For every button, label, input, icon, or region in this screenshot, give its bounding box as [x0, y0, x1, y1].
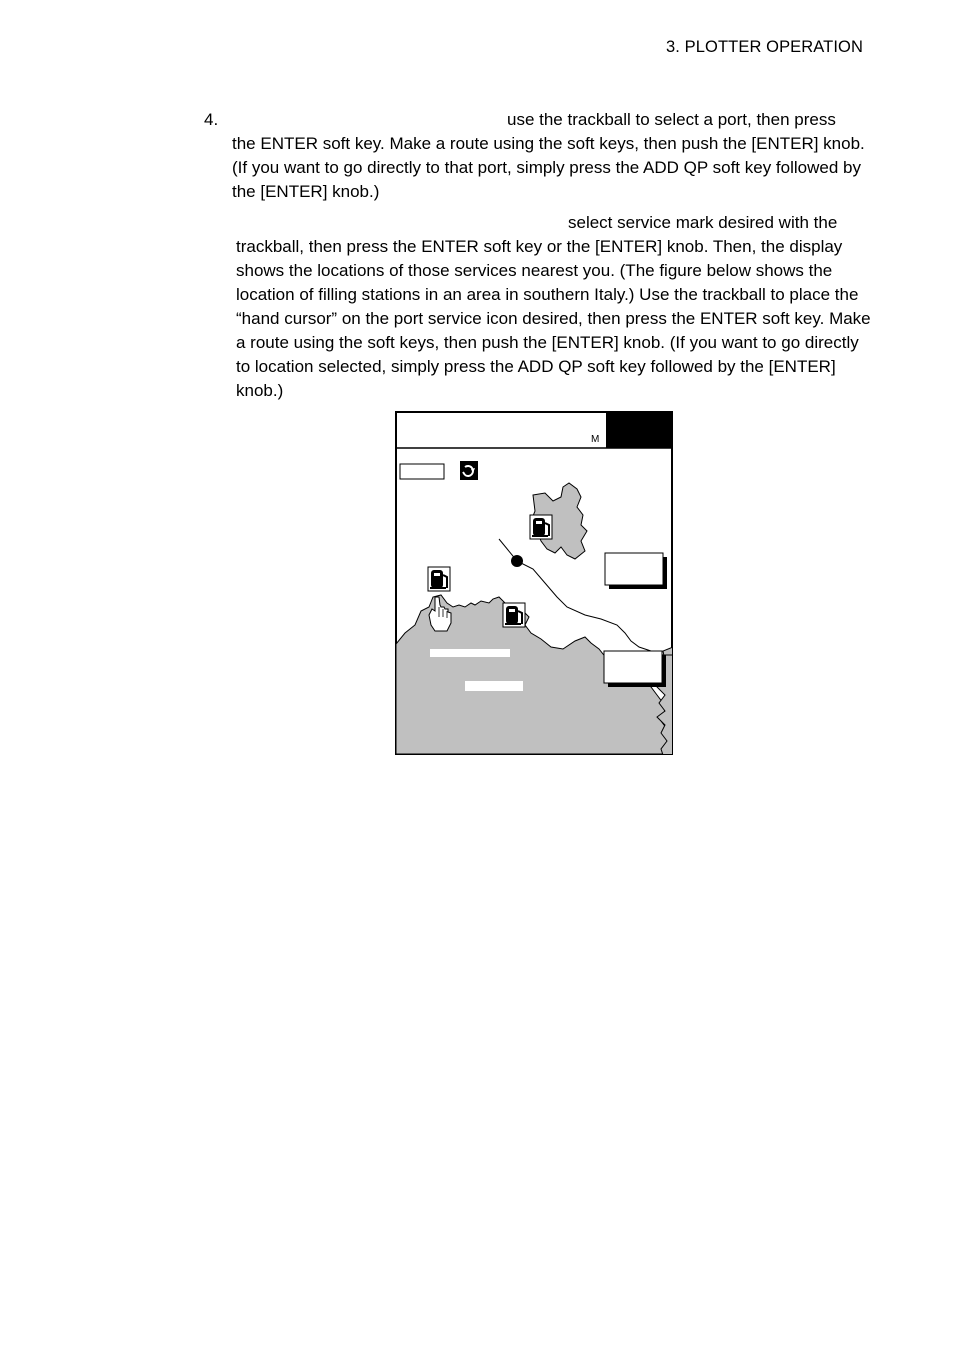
page-header: 3. PLOTTER OPERATION [666, 38, 863, 56]
info-box [605, 553, 663, 585]
own-ship-marker [511, 555, 523, 567]
step-paragraph-port [232, 108, 872, 204]
paragraph-first-line: select service mark desired with the [568, 213, 838, 232]
scale-box [400, 464, 444, 479]
status-bar-panel [606, 412, 672, 448]
plotter-screen [395, 411, 673, 755]
place-label-bar [430, 649, 510, 657]
chart-plotter-figure [395, 411, 673, 755]
fuel-station-icon[interactable] [530, 515, 552, 539]
step-paragraph-service [236, 211, 876, 403]
paragraph-body: the ENTER soft key. Make a route using the soft keys, then push the [ENTER] knob. (If you want to go directly to that port, simply press the ADD QP soft key followed by the [ENTER] knob.) [232, 134, 865, 201]
info-box [604, 651, 662, 683]
paragraph-body: trackball, then press the ENTER soft key or the [ENTER] knob. Then, the display shows the locations of those services nearest you. (The figure below shows the location of filling stations in an area in southern Italy.) Use the trackball to place the “hand cursor” on the port service icon desired, then press the ENTER soft key. Make a route using the soft keys, then push the [ENTER] knob. (If you want to go directly to location selected, simply press the ADD QP soft key followed by the [ENTER] knob.) [236, 237, 871, 400]
place-label-bar [465, 681, 523, 691]
step-number: 4. [204, 110, 219, 129]
fuel-station-icon[interactable] [428, 567, 450, 591]
service-symbol-icon [460, 461, 478, 480]
paragraph-first-line: use the trackball to select a port, then press [507, 110, 836, 129]
status-bar-letter: M [591, 434, 600, 445]
fuel-station-icon[interactable] [503, 603, 525, 627]
